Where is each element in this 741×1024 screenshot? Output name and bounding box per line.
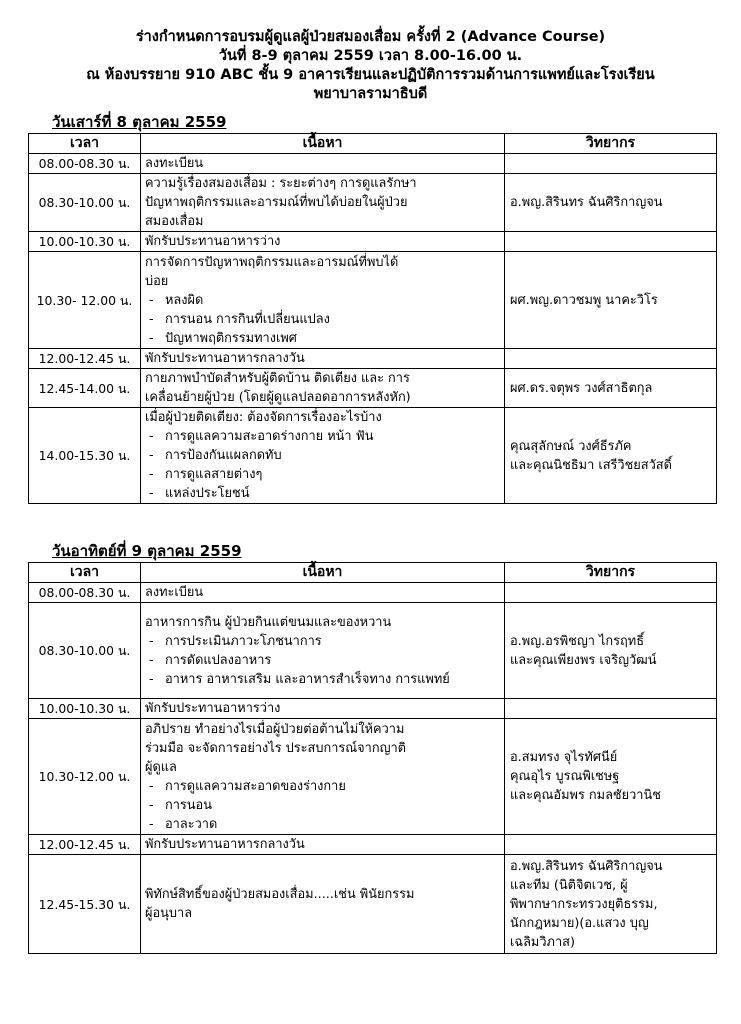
time-cell: 08.00-08.30 น. <box>29 154 141 174</box>
speaker-line: และคุณอัมพร กมลชัยวานิช <box>510 788 661 803</box>
bullet-text: การดูแลความสะอาดร่างกาย หน้า ฟัน <box>165 429 374 444</box>
bullet-item <box>145 777 500 796</box>
time-cell: 10.30-12.00 น. <box>29 719 141 835</box>
topic-cell <box>141 603 505 699</box>
document-header <box>0 28 741 104</box>
topic-cell <box>141 252 505 349</box>
header-title: ร่างกำหนดการอบรมผู้ดูแลผู้ป่วยสมองเสื่อม ครั้งที่ 2 (Advance Course) <box>135 29 606 45</box>
time-cell: 10.00-10.30 น. <box>29 699 141 719</box>
table-row <box>29 583 717 603</box>
time-cell: 12.00-12.45 น. <box>29 349 141 369</box>
topic-cell <box>141 369 505 408</box>
bullet-dash: - <box>149 467 154 482</box>
bullet-text: หลงผิด <box>165 292 204 308</box>
time-cell: 08.30-10.00 น. <box>29 174 141 232</box>
column-header-topic: เนื้อหา <box>141 134 505 154</box>
speaker-line: อ.พญ.อรพิชญา ไกรฤทธิ์ <box>510 633 645 649</box>
topic-cell <box>141 349 505 369</box>
header-venue-cont: พยาบาลรามาธิบดี <box>313 86 428 102</box>
bullet-text: การดัดแปลงอาหาร <box>165 652 272 668</box>
column-header-topic: เนื้อหา <box>141 563 505 583</box>
column-header-time: เวลา <box>29 563 141 583</box>
header-date: วันที่ 8-9 ตุลาคม 2559 เวลา 8.00-16.00 น. <box>218 48 523 64</box>
topic-line: บ่อย <box>145 273 169 289</box>
bullet-item <box>145 632 500 651</box>
topic-cell <box>141 583 505 603</box>
speaker-line: อ.พญ.สิรินทร ฉันศิริกาญจน <box>510 195 663 210</box>
topic-line: เมื่อผู้ป่วยติดเตียง: ต้องจัดการเรื่องอะไรบ้าง <box>145 410 382 425</box>
time-cell: 10.00-10.30 น. <box>29 232 141 252</box>
bullet-text: อาหาร อาหารเสริม และอาหารสำเร็จทาง การแพทย์ <box>165 671 450 687</box>
bullet-dash: - <box>149 633 154 649</box>
bullet-item <box>145 427 500 446</box>
day1-schedule-table <box>28 133 717 504</box>
speaker-line: ผศ.พญ.ดาวชมพู นาคะวิโร <box>510 292 658 308</box>
bullet-dash: - <box>149 292 154 308</box>
bullet-text: อาละวาด <box>165 816 218 832</box>
table-row <box>29 252 717 349</box>
speaker-cell <box>505 835 717 855</box>
speaker-line: คุณสุลักษณ์ วงศ์ธีรภัค <box>510 438 632 454</box>
table-header-row <box>29 134 717 154</box>
speaker-cell <box>505 232 717 252</box>
speaker-cell <box>505 252 717 349</box>
bullet-text: แหล่งประโยชน์ <box>165 486 250 501</box>
speaker-cell <box>505 583 717 603</box>
table-header-row <box>29 563 717 583</box>
speaker-line: และคุณนิชธิมา เสรีวิชยสวัสดิ์ <box>510 457 672 473</box>
bullet-dash: - <box>149 429 154 444</box>
bullet-text: ปัญหาพฤติกรรมทางเพศ <box>165 330 297 346</box>
speaker-line: อ.สมทรง จุไรทัศนีย์ <box>510 750 618 765</box>
bullet-dash: - <box>149 671 154 687</box>
bullet-text: การดูแลสายต่างๆ <box>165 467 263 482</box>
bullet-item <box>145 815 500 834</box>
speaker-cell <box>505 408 717 504</box>
topic-line: กายภาพบำบัดสำหรับผู้ติดบ้าน ติดเตียง และ การ <box>145 371 410 386</box>
topic-line: พักรับประทานอาหารว่าง <box>145 701 281 716</box>
speaker-line: นักกฎหมาย)(อ.แสวง บุญ <box>510 915 649 931</box>
topic-line: ร่วมมือ จะจัดการอย่างไร ประสบการณ์จากญาติ <box>145 740 406 756</box>
table-row <box>29 855 717 954</box>
bullet-text: การป้องกันแผลกดทับ <box>165 448 282 463</box>
column-header-time: เวลา <box>29 134 141 154</box>
bullet-dash: - <box>149 652 154 668</box>
table-row <box>29 603 717 699</box>
bullet-item <box>145 465 500 484</box>
time-cell: 08.30-10.00 น. <box>29 603 141 699</box>
topic-line: สมองเสื่อม <box>145 214 204 229</box>
topic-line: ปัญหาพฤติกรรมและอารมณ์ที่พบได้บ่อยในผู้ป่วย <box>145 195 408 210</box>
speaker-cell <box>505 349 717 369</box>
bullet-text: การประเมินภาวะโภชนาการ <box>165 633 322 649</box>
speaker-line: อ.พญ.สิรินทร ฉันศิริกาญจน <box>510 858 663 874</box>
speaker-line: คุณอุไร บูรณพิเชษฐ <box>510 769 620 784</box>
time-cell: 12.45-15.30 น. <box>29 855 141 954</box>
table-row <box>29 154 717 174</box>
bullet-item <box>145 329 500 348</box>
topic-cell <box>141 232 505 252</box>
bullet-item <box>145 446 500 465</box>
topic-line: พักรับประทานอาหารกลางวัน <box>145 351 305 366</box>
topic-cell <box>141 408 505 504</box>
bullet-dash: - <box>149 797 154 813</box>
speaker-line: และคุณเพียงพร เจริญวัฒน์ <box>510 652 657 668</box>
table-row <box>29 699 717 719</box>
topic-line: อาหารการกิน ผู้ป่วยกินแต่ขนมและของหวาน <box>145 614 392 630</box>
topic-cell <box>141 699 505 719</box>
column-header-speaker: วิทยากร <box>505 563 717 583</box>
time-cell: 10.30- 12.00 น. <box>29 252 141 349</box>
topic-line: เคลื่อนย้ายผู้ป่วย (โดยผู้ดูแลปลอดอาการหลังหัก) <box>145 390 411 405</box>
bullet-dash: - <box>149 311 154 327</box>
topic-line: การจัดการปัญหาพฤติกรรมและอารมณ์ที่พบได้ <box>145 254 399 270</box>
topic-line: อภิปราย ทำอย่างไรเมื่อผู้ป่วยต่อต้านไม่ให้ความ <box>145 721 405 737</box>
column-header-speaker: วิทยากร <box>505 134 717 154</box>
bullet-text: การนอน <box>165 797 212 813</box>
speaker-line: และทีม (นิติจิตเวช, ผู้ <box>510 877 628 893</box>
table-row <box>29 232 717 252</box>
bullet-text: การดูแลความสะอาดของร่างกาย <box>165 778 346 794</box>
topic-cell <box>141 835 505 855</box>
topic-line: ผู้ดูแล <box>145 759 177 775</box>
topic-line: ลงทะเบียน <box>145 585 204 600</box>
table-row <box>29 408 717 504</box>
bullet-dash: - <box>149 486 154 501</box>
table-row <box>29 174 717 232</box>
speaker-cell <box>505 855 717 954</box>
time-cell: 14.00-15.30 น. <box>29 408 141 504</box>
table-row <box>29 349 717 369</box>
speaker-line: เฉลิมวิภาส) <box>510 934 575 950</box>
bullet-dash: - <box>149 448 154 463</box>
speaker-line: ผศ.ดร.จตุพร วงศ์สาธิตกุล <box>510 380 653 396</box>
bullet-dash: - <box>149 778 154 794</box>
topic-cell <box>141 174 505 232</box>
topic-line: ผู้อนุบาล <box>145 906 193 921</box>
day2-schedule-table <box>28 562 717 954</box>
header-venue: ณ ห้องบรรยาย 910 ABC ชั้น 9 อาคารเรียนและปฏิบัติการรวมด้านการแพทย์และโรงเรียน <box>86 67 655 83</box>
bullet-item <box>145 796 500 815</box>
topic-line: ความรู้เรื่องสมองเสื่อม : ระยะต่างๆ การดูแลรักษา <box>145 176 417 191</box>
speaker-cell <box>505 369 717 408</box>
bullet-item <box>145 484 500 503</box>
speaker-cell <box>505 174 717 232</box>
time-cell: 08.00-08.30 น. <box>29 583 141 603</box>
topic-line: พิทักษ์สิทธิ์ของผู้ป่วยสมองเสื่อม.....เช่น พินัยกรรม <box>145 887 415 902</box>
day2-title: วันอาทิตย์ที่ 9 ตุลาคม 2559 <box>52 542 242 560</box>
speaker-cell <box>505 699 717 719</box>
speaker-cell <box>505 719 717 835</box>
speaker-cell <box>505 603 717 699</box>
topic-line: พักรับประทานอาหารว่าง <box>145 234 281 249</box>
day1-title: วันเสาร์ที่ 8 ตุลาคม 2559 <box>52 113 227 131</box>
bullet-item <box>145 651 500 670</box>
topic-cell <box>141 154 505 174</box>
table-row <box>29 719 717 835</box>
topic-cell <box>141 719 505 835</box>
table-row <box>29 369 717 408</box>
time-cell: 12.00-12.45 น. <box>29 835 141 855</box>
speaker-line: พิพากษากระทรวงยุติธรรม, <box>510 896 658 912</box>
topic-cell <box>141 855 505 954</box>
bullet-item <box>145 670 500 689</box>
bullet-item <box>145 291 500 310</box>
table-row <box>29 835 717 855</box>
topic-line: ลงทะเบียน <box>145 156 204 171</box>
bullet-text: การนอน การกินที่เปลี่ยนแปลง <box>165 311 330 327</box>
bullet-item <box>145 310 500 329</box>
speaker-cell <box>505 154 717 174</box>
topic-line: พักรับประทานอาหารกลางวัน <box>145 837 305 852</box>
bullet-dash: - <box>149 816 154 832</box>
bullet-dash: - <box>149 330 154 346</box>
time-cell: 12.45-14.00 น. <box>29 369 141 408</box>
